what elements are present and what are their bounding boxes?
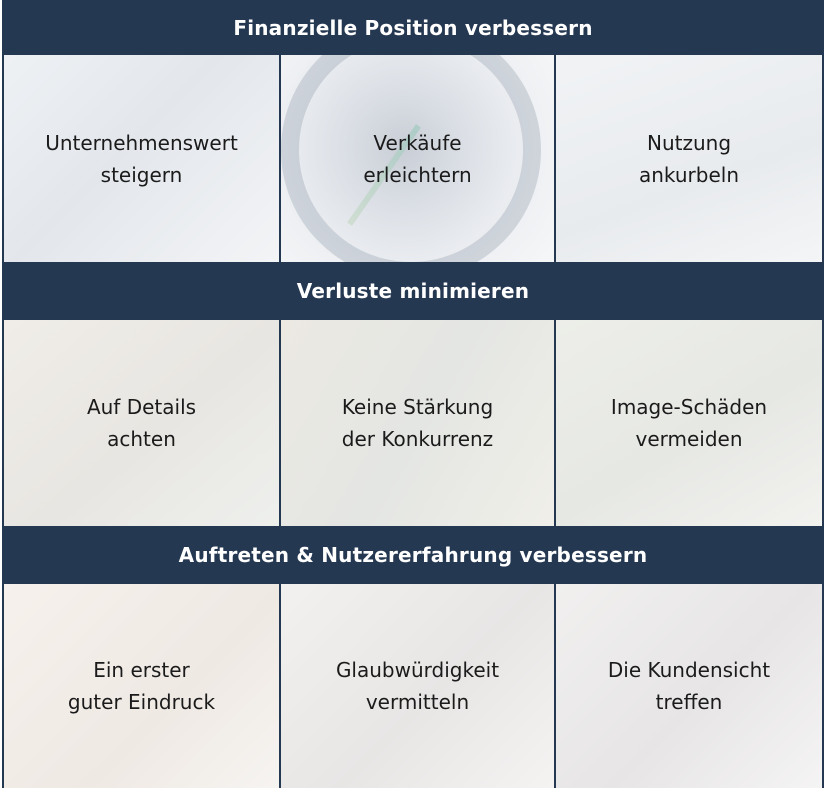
tile-label: Keine Stärkung der Konkurrenz <box>341 395 494 451</box>
tile-label: Nutzung ankurbeln <box>638 130 740 187</box>
section-row-verluste <box>2 320 824 526</box>
section-header-finanzielle-position <box>2 0 824 55</box>
tile-label: Image-Schäden vermeiden <box>610 395 768 451</box>
tile-label: Glaubwürdigkeit vermitteln <box>335 658 500 714</box>
tile-glaubwuerdigkeit <box>279 584 554 788</box>
section-title: Auftreten & Nutzererfahrung verbessern <box>178 543 648 567</box>
tile-details <box>4 320 279 526</box>
tile-nutzung <box>554 55 822 262</box>
tile-verkaeufe <box>279 55 554 262</box>
tile-kundensicht <box>554 584 822 788</box>
section-title: Verluste minimieren <box>296 279 530 303</box>
tile-label: Ein erster guter Eindruck <box>67 658 216 714</box>
tile-image-schaeden <box>554 320 822 526</box>
section-title: Finanzielle Position verbessern <box>233 15 593 40</box>
tile-konkurrenz <box>279 320 554 526</box>
tile-label: Unternehmenswert steigern <box>45 130 238 187</box>
tile-label: Verkäufe erleichtern <box>363 130 472 187</box>
tile-erster-eindruck <box>4 584 279 788</box>
tile-label: Auf Details achten <box>86 395 197 451</box>
section-row-auftreten <box>2 584 824 788</box>
tile-label: Die Kundensicht treffen <box>607 658 771 714</box>
tile-unternehmenswert <box>4 55 279 262</box>
section-row-finanzielle-position <box>2 55 824 262</box>
section-header-auftreten <box>2 526 824 584</box>
section-header-verluste <box>2 262 824 320</box>
